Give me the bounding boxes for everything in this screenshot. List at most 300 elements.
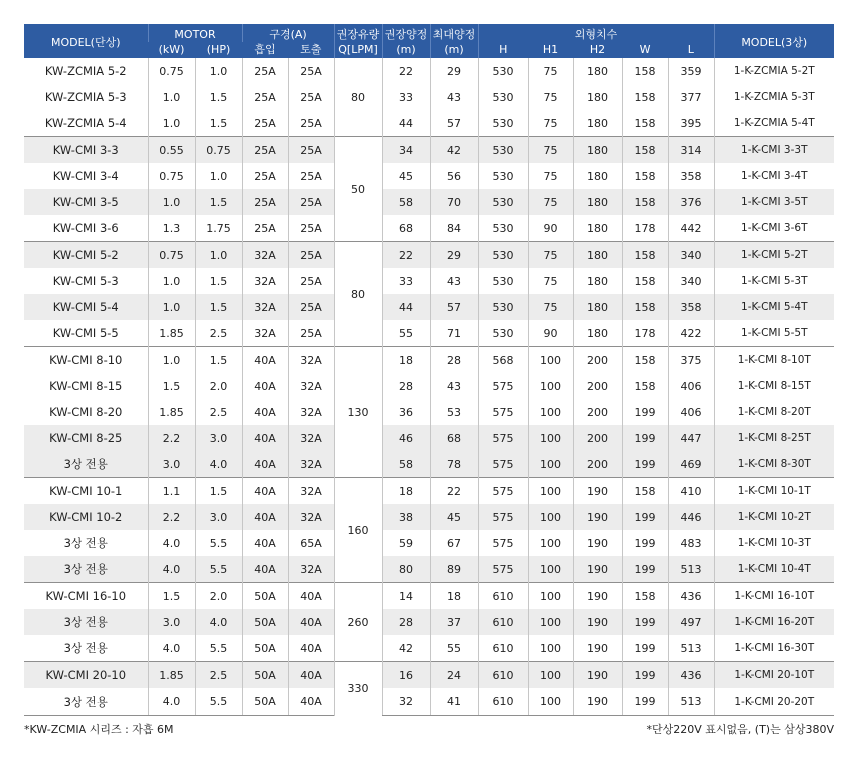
table-row: [24, 478, 834, 505]
max-head-cell: 55: [430, 635, 478, 662]
inlet-cell: 40A: [242, 347, 288, 374]
w-cell: 158: [622, 163, 668, 189]
w-cell: 158: [622, 58, 668, 84]
head-cell: 28: [382, 609, 430, 635]
outlet-cell: 25A: [288, 320, 334, 347]
h1-cell: 75: [528, 58, 573, 84]
l-cell: 483: [668, 530, 714, 556]
model-three-phase-cell: 1-K-CMI 3-5T: [714, 189, 834, 215]
model-cell: KW-CMI 3-3: [24, 137, 148, 164]
inlet-cell: 40A: [242, 530, 288, 556]
model-three-phase-cell: 1-K-CMI 16-10T: [714, 583, 834, 610]
inlet-cell: 50A: [242, 609, 288, 635]
head-cell: 46: [382, 425, 430, 451]
head-cell: 44: [382, 294, 430, 320]
outlet-cell: 25A: [288, 242, 334, 269]
max-head-cell: 57: [430, 294, 478, 320]
model-three-phase-cell: 1-K-CMI 5-3T: [714, 268, 834, 294]
w-cell: 158: [622, 268, 668, 294]
h2-cell: 190: [573, 662, 622, 689]
hp-cell: 3.0: [195, 425, 242, 451]
model-cell: KW-ZCMIA 5-4: [44, 116, 127, 130]
l-cell: 446: [668, 504, 714, 530]
h-cell: 610: [478, 688, 528, 716]
outlet-cell: 40A: [288, 609, 334, 635]
header-model-three-phase: MODEL(3상): [714, 24, 834, 58]
table-row: [24, 609, 834, 635]
table-row: [24, 662, 834, 689]
header-head: 권장양정: [382, 24, 430, 42]
model-three-phase-cell: 1-K-CMI 3-3T: [714, 137, 834, 164]
h2-cell: 190: [573, 504, 622, 530]
h-cell: 610: [478, 583, 528, 610]
h2-cell: 180: [573, 320, 622, 347]
model-three-phase-cell: 1-K-CMI 16-20T: [714, 609, 834, 635]
hp-cell: 1.0: [195, 163, 242, 189]
inlet-cell: 25A: [242, 110, 288, 137]
model-three-phase-cell: 1-K-CMI 20-10T: [714, 662, 834, 689]
l-cell: 497: [668, 609, 714, 635]
table-row: [24, 556, 834, 583]
outlet-cell: 32A: [288, 425, 334, 451]
kw-cell: 1.1: [148, 478, 195, 505]
h1-cell: 100: [528, 425, 573, 451]
inlet-cell: 50A: [242, 688, 288, 716]
model-three-phase-cell: 1-K-CMI 10-2T: [714, 504, 834, 530]
outlet-cell: 25A: [288, 268, 334, 294]
w-cell: 158: [622, 84, 668, 110]
h1-cell: 75: [528, 189, 573, 215]
h2-cell: 200: [573, 425, 622, 451]
kw-cell: 1.0: [148, 189, 195, 215]
max-head-cell: 28: [430, 347, 478, 374]
kw-cell: 1.0: [148, 347, 195, 374]
kw-cell: 0.75: [148, 58, 195, 84]
inlet-cell: 40A: [242, 451, 288, 478]
max-head-cell: 45: [430, 504, 478, 530]
w-cell: 158: [622, 478, 668, 505]
inlet-cell: 40A: [242, 399, 288, 425]
h-cell: 530: [478, 58, 528, 84]
inlet-cell: 40A: [242, 556, 288, 583]
head-cell: 34: [382, 137, 430, 164]
head-cell: 33: [382, 84, 430, 110]
hp-cell: 1.5: [195, 189, 242, 215]
outlet-cell: 40A: [288, 688, 334, 716]
flow-rate-cell: 130: [334, 347, 382, 478]
l-cell: 436: [668, 662, 714, 689]
model-three-phase-cell: 1-K-CMI 3-4T: [714, 163, 834, 189]
outlet-cell: 32A: [288, 556, 334, 583]
h2-cell: 180: [573, 137, 622, 164]
header-kw: (kW): [148, 42, 195, 58]
hp-cell: 4.0: [195, 451, 242, 478]
w-cell: 158: [622, 294, 668, 320]
spec-table-body: [24, 58, 834, 716]
h-cell: 530: [478, 84, 528, 110]
model-cell: KW-CMI 3-4: [52, 169, 119, 183]
hp-cell: 2.0: [195, 583, 242, 610]
hp-cell: 4.0: [195, 609, 242, 635]
w-cell: 158: [622, 110, 668, 137]
model-cell: 3상 전용: [63, 536, 108, 550]
header-outlet: 토출: [288, 42, 334, 58]
outlet-cell: 25A: [288, 294, 334, 320]
model-three-phase-cell: 1-K-CMI 5-5T: [714, 320, 834, 347]
kw-cell: 1.85: [148, 399, 195, 425]
table-row: [24, 504, 834, 530]
table-row: [24, 242, 834, 269]
kw-cell: 2.2: [148, 425, 195, 451]
flow-rate-cell: 80: [334, 242, 382, 347]
h1-cell: 90: [528, 215, 573, 242]
inlet-cell: 25A: [242, 215, 288, 242]
header-h: H: [478, 42, 528, 58]
h2-cell: 190: [573, 530, 622, 556]
h1-cell: 100: [528, 635, 573, 662]
w-cell: 178: [622, 215, 668, 242]
table-row: [24, 294, 834, 320]
max-head-cell: 70: [430, 189, 478, 215]
model-three-phase-cell: 1-K-ZCMIA 5-2T: [714, 58, 834, 84]
outlet-cell: 32A: [288, 347, 334, 374]
hp-cell: 1.5: [195, 478, 242, 505]
max-head-cell: 89: [430, 556, 478, 583]
header-hp: (HP): [195, 42, 242, 58]
footnote-voltage: *단상220V 표시없음, (T)는 삼상380V: [646, 723, 834, 736]
header-inlet: 흡입: [242, 42, 288, 58]
table-row: [24, 268, 834, 294]
l-cell: 375: [668, 347, 714, 374]
l-cell: 314: [668, 137, 714, 164]
hp-cell: 0.75: [195, 137, 242, 164]
l-cell: 377: [668, 84, 714, 110]
outlet-cell: 40A: [288, 583, 334, 610]
l-cell: 406: [668, 399, 714, 425]
header-dimensions: 외형치수: [478, 24, 714, 42]
model-three-phase-cell: 1-K-CMI 8-10T: [714, 347, 834, 374]
model-cell: 3상 전용: [24, 609, 148, 635]
header-flow: 권장유량: [334, 24, 382, 42]
header-max-head-unit: (m): [430, 42, 478, 58]
h-cell: 530: [478, 137, 528, 164]
w-cell: 199: [622, 451, 668, 478]
hp-cell: 5.5: [195, 635, 242, 662]
kw-cell: 4.0: [148, 530, 195, 556]
max-head-cell: 53: [430, 399, 478, 425]
header-head-unit: (m): [382, 42, 430, 58]
header-model-single: MODEL(단상): [24, 24, 148, 58]
w-cell: 199: [622, 609, 668, 635]
inlet-cell: 40A: [242, 373, 288, 399]
h2-cell: 190: [573, 688, 622, 716]
hp-cell: 2.5: [195, 662, 242, 689]
head-cell: 22: [382, 242, 430, 269]
hp-cell: 1.5: [195, 294, 242, 320]
h2-cell: 190: [573, 556, 622, 583]
kw-cell: 3.0: [148, 609, 195, 635]
kw-cell: 1.0: [148, 110, 195, 137]
outlet-cell: 25A: [288, 189, 334, 215]
head-cell: 33: [382, 268, 430, 294]
hp-cell: 1.0: [195, 242, 242, 269]
h2-cell: 190: [573, 478, 622, 505]
model-three-phase-cell: 1-K-CMI 10-4T: [714, 556, 834, 583]
inlet-cell: 25A: [242, 84, 288, 110]
table-row: [24, 425, 834, 451]
model-cell: KW-CMI 16-10: [24, 583, 148, 610]
h1-cell: 100: [528, 478, 573, 505]
model-three-phase-cell: 1-K-ZCMIA 5-3T: [714, 84, 834, 110]
outlet-cell: 40A: [288, 662, 334, 689]
h-cell: 530: [478, 294, 528, 320]
hp-cell: 1.5: [195, 110, 242, 137]
inlet-cell: 32A: [242, 320, 288, 347]
footnote-self-priming: *KW-ZCMIA 시리즈 : 자흡 6M: [24, 723, 174, 736]
l-cell: 359: [668, 58, 714, 84]
h1-cell: 100: [528, 451, 573, 478]
model-cell: 3상 전용: [63, 641, 108, 655]
kw-cell: 4.0: [148, 635, 195, 662]
h1-cell: 100: [528, 609, 573, 635]
header-h1: H1: [528, 42, 573, 58]
header-motor: MOTOR: [148, 24, 242, 42]
kw-cell: 1.5: [148, 373, 195, 399]
max-head-cell: 42: [430, 137, 478, 164]
l-cell: 513: [668, 688, 714, 716]
hp-cell: 5.5: [195, 530, 242, 556]
head-cell: 36: [382, 399, 430, 425]
w-cell: 199: [622, 530, 668, 556]
max-head-cell: 29: [430, 242, 478, 269]
w-cell: 158: [622, 242, 668, 269]
h1-cell: 100: [528, 688, 573, 716]
h1-cell: 90: [528, 320, 573, 347]
h-cell: 530: [478, 242, 528, 269]
inlet-cell: 25A: [242, 137, 288, 164]
h1-cell: 100: [528, 399, 573, 425]
h1-cell: 75: [528, 84, 573, 110]
model-cell: KW-CMI 5-5: [52, 326, 119, 340]
h1-cell: 100: [528, 662, 573, 689]
outlet-cell: 25A: [288, 163, 334, 189]
table-row: [24, 84, 834, 110]
model-cell: KW-CMI 10-1: [24, 478, 148, 505]
table-row: [24, 189, 834, 215]
w-cell: 199: [622, 635, 668, 662]
model-cell: KW-CMI 10-2: [24, 504, 148, 530]
model-cell: KW-CMI 20-10: [24, 662, 148, 689]
kw-cell: 1.5: [148, 583, 195, 610]
outlet-cell: 25A: [288, 215, 334, 242]
head-cell: 14: [382, 583, 430, 610]
l-cell: 410: [668, 478, 714, 505]
max-head-cell: 43: [430, 373, 478, 399]
header-flow-unit: Q[LPM]: [334, 42, 382, 58]
h2-cell: 180: [573, 163, 622, 189]
model-cell: 3상 전용: [24, 688, 148, 716]
inlet-cell: 25A: [242, 189, 288, 215]
kw-cell: 1.0: [148, 294, 195, 320]
h2-cell: 190: [573, 609, 622, 635]
l-cell: 422: [668, 320, 714, 347]
flow-rate-cell: 50: [334, 137, 382, 242]
flow-rate-cell: 330: [334, 662, 382, 716]
h-cell: 530: [478, 320, 528, 347]
max-head-cell: 43: [430, 268, 478, 294]
model-cell: 3상 전용: [24, 451, 148, 478]
h2-cell: 180: [573, 84, 622, 110]
h-cell: 530: [478, 268, 528, 294]
flow-rate-cell: 80: [334, 58, 382, 137]
model-cell: KW-CMI 8-25: [24, 425, 148, 451]
l-cell: 442: [668, 215, 714, 242]
h2-cell: 180: [573, 268, 622, 294]
l-cell: 406: [668, 373, 714, 399]
max-head-cell: 67: [430, 530, 478, 556]
hp-cell: 5.5: [195, 688, 242, 716]
kw-cell: 4.0: [148, 688, 195, 716]
table-row: [24, 583, 834, 610]
inlet-cell: 25A: [242, 163, 288, 189]
hp-cell: 2.5: [195, 399, 242, 425]
model-cell: 3상 전용: [24, 556, 148, 583]
head-cell: 55: [382, 320, 430, 347]
inlet-cell: 50A: [242, 635, 288, 662]
hp-cell: 5.5: [195, 556, 242, 583]
model-three-phase-cell: 1-K-CMI 16-30T: [714, 635, 834, 662]
model-three-phase-cell: 1-K-CMI 10-3T: [714, 530, 834, 556]
w-cell: 158: [622, 347, 668, 374]
h-cell: 575: [478, 530, 528, 556]
outlet-cell: 32A: [288, 373, 334, 399]
kw-cell: 4.0: [148, 556, 195, 583]
h1-cell: 75: [528, 294, 573, 320]
model-cell: KW-CMI 8-10: [24, 347, 148, 374]
header-l: L: [668, 42, 714, 58]
l-cell: 358: [668, 294, 714, 320]
h2-cell: 200: [573, 399, 622, 425]
h-cell: 530: [478, 215, 528, 242]
head-cell: 45: [382, 163, 430, 189]
h2-cell: 190: [573, 635, 622, 662]
l-cell: 395: [668, 110, 714, 137]
h1-cell: 100: [528, 583, 573, 610]
inlet-cell: 50A: [242, 662, 288, 689]
w-cell: 199: [622, 425, 668, 451]
model-three-phase-cell: 1-K-CMI 10-1T: [714, 478, 834, 505]
model-three-phase-cell: 1-K-CMI 20-20T: [714, 688, 834, 716]
h2-cell: 180: [573, 294, 622, 320]
max-head-cell: 71: [430, 320, 478, 347]
table-row: [24, 137, 834, 164]
header-bore: 구경(A): [242, 24, 334, 42]
head-cell: 58: [382, 451, 430, 478]
head-cell: 68: [382, 215, 430, 242]
h2-cell: 200: [573, 373, 622, 399]
h1-cell: 100: [528, 373, 573, 399]
inlet-cell: 32A: [242, 242, 288, 269]
head-cell: 28: [382, 373, 430, 399]
hp-cell: 3.0: [195, 504, 242, 530]
model-three-phase-cell: 1-K-CMI 8-20T: [714, 399, 834, 425]
head-cell: 16: [382, 662, 430, 689]
spec-table-container: [24, 24, 834, 716]
outlet-cell: 25A: [288, 58, 334, 84]
head-cell: 38: [382, 504, 430, 530]
model-cell: KW-CMI 3-6: [52, 221, 119, 235]
hp-cell: 1.0: [195, 58, 242, 84]
hp-cell: 1.5: [195, 84, 242, 110]
max-head-cell: 41: [430, 688, 478, 716]
model-cell: KW-ZCMIA 5-2: [44, 64, 127, 78]
inlet-cell: 40A: [242, 478, 288, 505]
outlet-cell: 32A: [288, 451, 334, 478]
hp-cell: 1.5: [195, 268, 242, 294]
max-head-cell: 84: [430, 215, 478, 242]
kw-cell: 1.85: [148, 662, 195, 689]
head-cell: 18: [382, 478, 430, 505]
head-cell: 42: [382, 635, 430, 662]
h2-cell: 180: [573, 110, 622, 137]
kw-cell: 2.2: [148, 504, 195, 530]
header-h2: H2: [573, 42, 622, 58]
w-cell: 199: [622, 662, 668, 689]
max-head-cell: 29: [430, 58, 478, 84]
h-cell: 575: [478, 373, 528, 399]
w-cell: 178: [622, 320, 668, 347]
model-three-phase-cell: 1-K-CMI 8-30T: [714, 451, 834, 478]
l-cell: 513: [668, 635, 714, 662]
w-cell: 199: [622, 688, 668, 716]
outlet-cell: 32A: [288, 504, 334, 530]
model-three-phase-cell: 1-K-CMI 8-15T: [714, 373, 834, 399]
l-cell: 340: [668, 242, 714, 269]
h1-cell: 100: [528, 347, 573, 374]
model-three-phase-cell: 1-K-CMI 3-6T: [714, 215, 834, 242]
max-head-cell: 37: [430, 609, 478, 635]
inlet-cell: 50A: [242, 583, 288, 610]
h-cell: 575: [478, 425, 528, 451]
h1-cell: 100: [528, 504, 573, 530]
h-cell: 530: [478, 189, 528, 215]
max-head-cell: 18: [430, 583, 478, 610]
max-head-cell: 57: [430, 110, 478, 137]
kw-cell: 1.3: [148, 215, 195, 242]
head-cell: 59: [382, 530, 430, 556]
header-w: W: [622, 42, 668, 58]
model-three-phase-cell: 1-K-CMI 5-4T: [714, 294, 834, 320]
model-three-phase-cell: 1-K-CMI 5-2T: [714, 242, 834, 269]
h2-cell: 190: [573, 583, 622, 610]
model-cell: KW-CMI 5-4: [24, 294, 148, 320]
w-cell: 158: [622, 137, 668, 164]
h1-cell: 75: [528, 163, 573, 189]
h-cell: 575: [478, 556, 528, 583]
inlet-cell: 32A: [242, 294, 288, 320]
h-cell: 568: [478, 347, 528, 374]
pump-spec-table: [24, 24, 834, 716]
max-head-cell: 22: [430, 478, 478, 505]
table-row: [24, 635, 834, 662]
max-head-cell: 78: [430, 451, 478, 478]
l-cell: 469: [668, 451, 714, 478]
model-cell: KW-CMI 3-5: [24, 189, 148, 215]
head-cell: 32: [382, 688, 430, 716]
table-row: [24, 373, 834, 399]
h-cell: 575: [478, 478, 528, 505]
outlet-cell: 25A: [288, 84, 334, 110]
